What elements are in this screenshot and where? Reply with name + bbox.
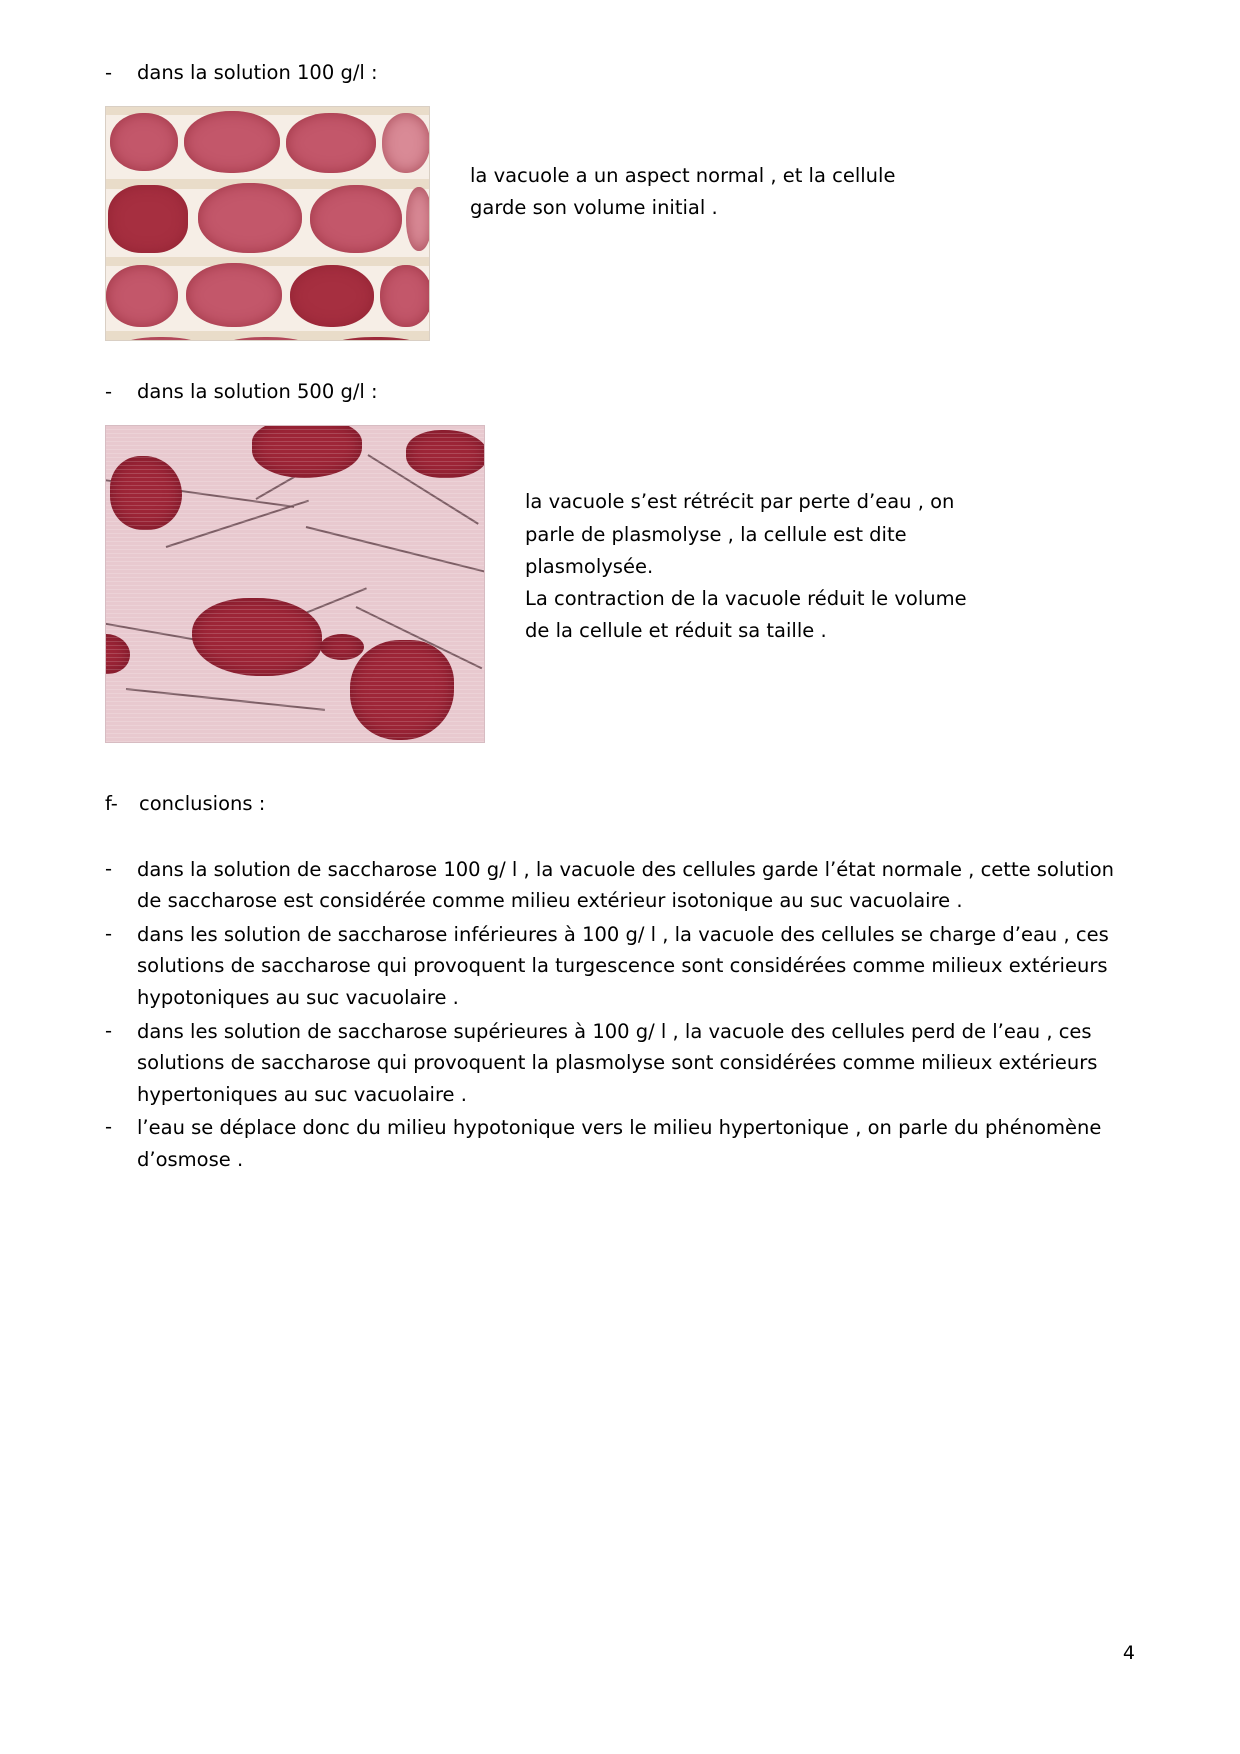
conclusions-list (105, 854, 1135, 1176)
figure-block-500 (105, 425, 1135, 743)
conclusion-item-3 (137, 1016, 1135, 1111)
conclusion-item-1-line-3: isotonique au suc vacuolaire . (671, 889, 963, 913)
conclusion-item-3-line-1: dans les solution de saccharose supérieures à 100 g/ l , la vacuole des (137, 1019, 826, 1043)
micrograph-cells-500gl-image (105, 425, 485, 743)
list-item (105, 854, 1135, 917)
conclusion-item-2-line-3: sont considérées comme milieux extérieurs hypotoniques au suc vacuolaire . (137, 954, 1108, 1009)
conclusion-item-3-line-2: cellules perd de l’eau , ces solutions de saccharose qui provoquent la (137, 1019, 1092, 1075)
heading-solution-100-label: dans la solution 100 g/l : (137, 61, 378, 84)
list-item (105, 1112, 1135, 1175)
caption-100-line-1: la vacuole a un aspect normal , et la cellule (470, 164, 896, 188)
micrograph-cells-500gl (105, 425, 485, 743)
conclusion-item-4-line-2: parle du phénomène d’osmose . (137, 1116, 1102, 1171)
caption-500-line-2: parle de plasmolyse , la cellule est dite (525, 522, 907, 546)
conclusions-title: conclusions : (139, 792, 266, 816)
conclusion-item-4-line-1: l’eau se déplace donc du milieu hypotonique vers le milieu hypertonique , on (137, 1116, 892, 1140)
caption-500 (485, 425, 1135, 648)
heading-solution-100 (105, 58, 1135, 88)
list-bullet: - (105, 921, 113, 945)
conclusion-item-1-line-1: dans la solution de saccharose 100 g/ l , la vacuole des cellules garde l’état (137, 857, 876, 881)
conclusion-item-1-line-2: normale , cette solution de saccharose est considérée comme milieu extérieur (137, 857, 1114, 913)
list-bullet: - (105, 856, 113, 880)
conclusions-mark: f- (105, 792, 118, 816)
conclusion-item-3-line-3: plasmolyse sont considérées comme milieux extérieurs hypertoniques au suc (137, 1051, 1098, 1106)
conclusions-heading (105, 789, 1135, 819)
caption-500-line-1: la vacuole s’est rétrécit par perte d’eau , on (525, 490, 955, 514)
caption-100 (430, 106, 1135, 225)
caption-500-line-4: La contraction de la vacuole réduit le volume (525, 587, 967, 611)
list-bullet: - (105, 61, 113, 84)
micrograph-cells-100gl (105, 106, 430, 341)
caption-500-line-5: de la cellule et réduit sa taille . (525, 619, 827, 643)
figure-block-100 (105, 106, 1135, 341)
list-bullet: - (105, 1115, 113, 1139)
heading-solution-500-label: dans la solution 500 g/l : (137, 380, 378, 404)
page-number: 4 (1122, 1641, 1135, 1664)
heading-solution-500 (105, 377, 1135, 407)
conclusion-item-2-line-1: dans les solution de saccharose inférieures à 100 g/ l , la vacuole des cellules (137, 922, 895, 946)
micrograph-cells-100gl-image (105, 106, 430, 341)
conclusion-item-3-line-4: vacuolaire . (353, 1082, 467, 1106)
conclusion-item-2 (137, 919, 1135, 1014)
conclusion-item-4 (137, 1112, 1135, 1175)
list-bullet: - (105, 1018, 113, 1042)
list-bullet: - (105, 380, 113, 404)
list-item (105, 919, 1135, 1014)
conclusion-item-2-line-2: se charge d’eau , ces solutions de saccharose qui provoquent la turgescence (137, 922, 1109, 978)
list-item (105, 1016, 1135, 1111)
conclusion-item-1 (137, 854, 1135, 917)
caption-500-line-3: plasmolysée. (525, 554, 654, 578)
caption-100-line-2: garde son volume initial . (470, 196, 718, 220)
